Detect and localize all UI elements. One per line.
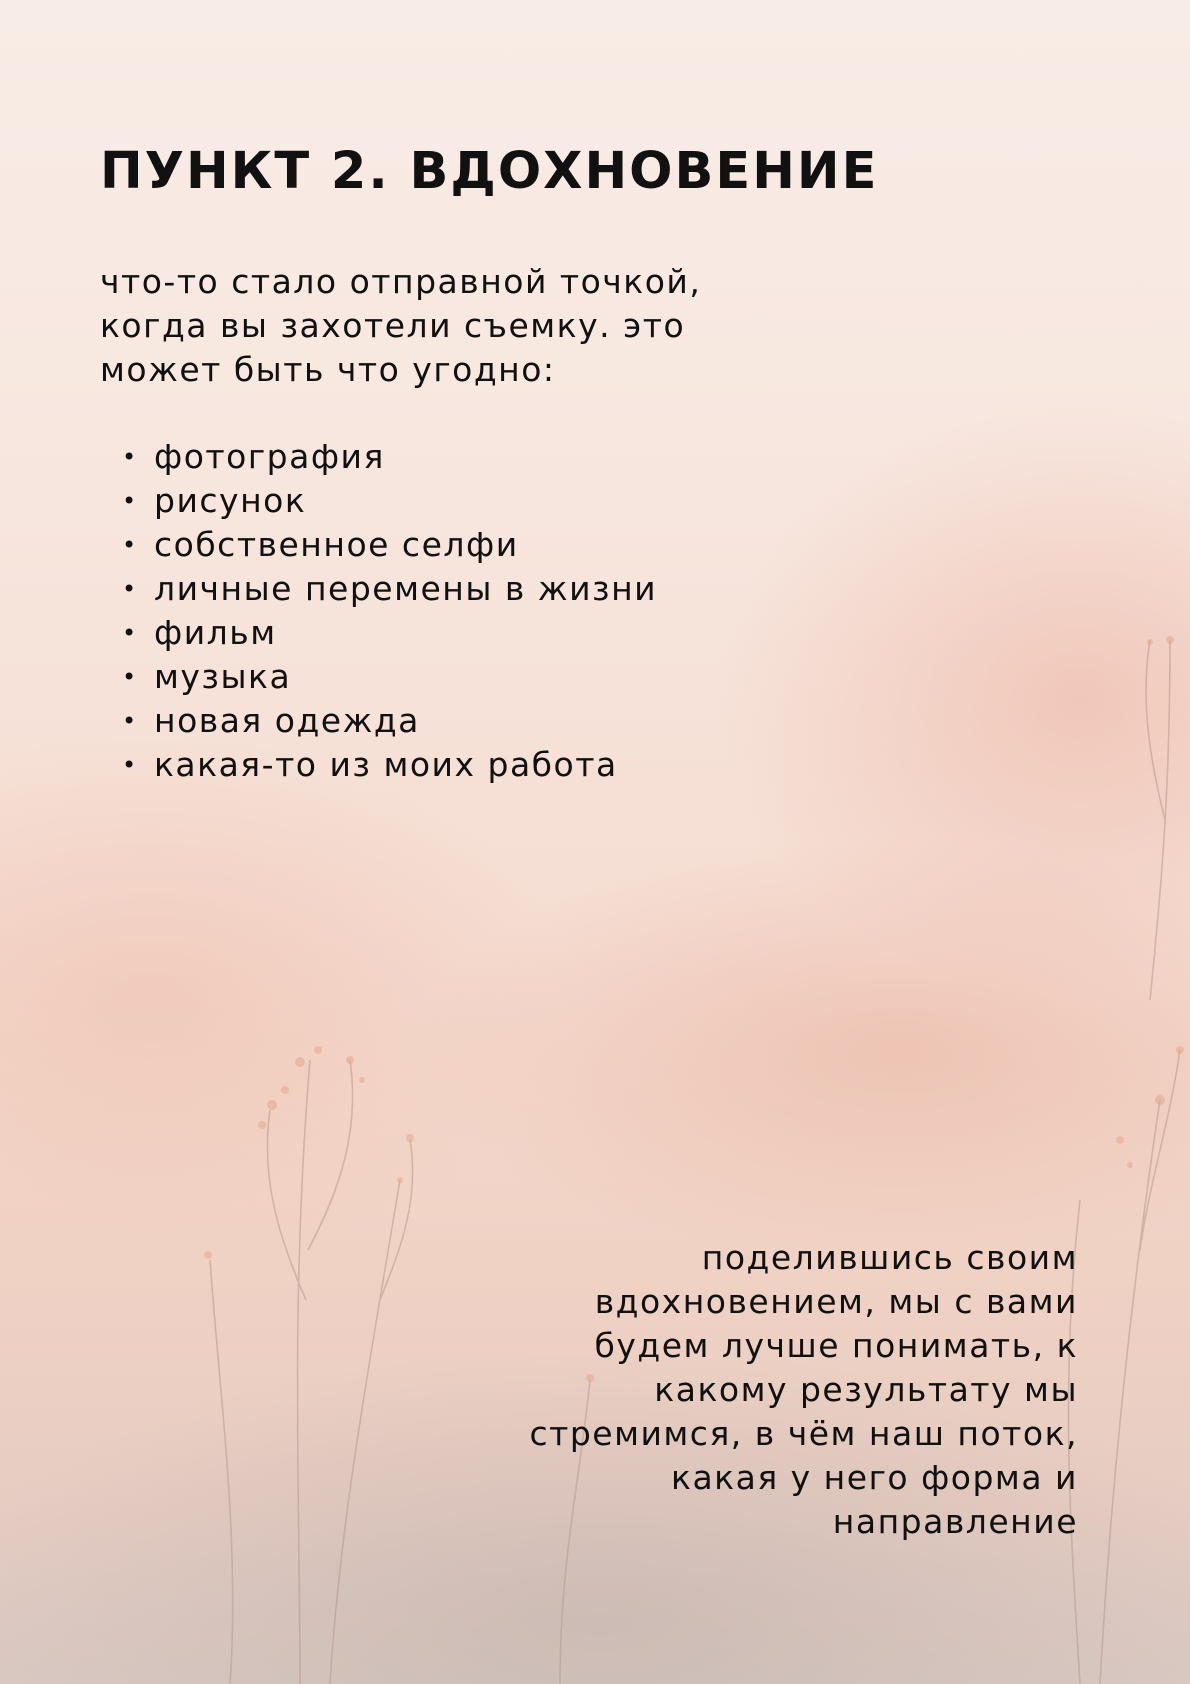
- closing-line: какому результату мы: [654, 1370, 1078, 1409]
- list-item-label: рисунок: [154, 481, 307, 520]
- inspiration-list: [120, 435, 657, 787]
- list-item-label: музыка: [154, 657, 292, 696]
- bullet-icon: •: [122, 663, 138, 691]
- list-item-label: фильм: [154, 613, 277, 652]
- closing-paragraph: [529, 1236, 1078, 1544]
- intro-line: может быть что угодно:: [100, 350, 556, 389]
- bullet-icon: •: [122, 575, 138, 603]
- list-item: [120, 699, 657, 743]
- list-item-label: собственное селфи: [154, 525, 519, 564]
- list-item-label: личные перемены в жизни: [154, 569, 658, 608]
- closing-line: направление: [832, 1502, 1078, 1541]
- intro-paragraph: [100, 260, 820, 392]
- list-item-label: какая-то из моих работа: [154, 745, 618, 784]
- bullet-icon: •: [122, 443, 138, 471]
- closing-line: стремимся, в чём наш поток,: [529, 1414, 1078, 1453]
- intro-line: что-то стало отправной точкой,: [100, 262, 702, 301]
- bullet-icon: •: [122, 487, 138, 515]
- closing-line: какая у него форма и: [671, 1458, 1078, 1497]
- list-item-label: фотография: [154, 437, 385, 476]
- bullet-icon: •: [122, 751, 138, 779]
- intro-line: когда вы захотели съемку. это: [100, 306, 686, 345]
- list-item: [120, 435, 657, 479]
- page-title: ПУНКТ 2. ВДОХНОВЕНИЕ: [100, 142, 879, 201]
- list-item: [120, 655, 657, 699]
- list-item: [120, 743, 657, 787]
- list-item: [120, 567, 657, 611]
- closing-line: вдохновением, мы с вами: [594, 1282, 1078, 1321]
- closing-line: поделившись своим: [701, 1238, 1078, 1277]
- closing-line: будем лучше понимать, к: [594, 1326, 1078, 1365]
- list-item: [120, 479, 657, 523]
- bullet-icon: •: [122, 531, 138, 559]
- bullet-icon: •: [122, 619, 138, 647]
- list-item-label: новая одежда: [154, 701, 420, 740]
- list-item: [120, 611, 657, 655]
- list-item: [120, 523, 657, 567]
- bullet-icon: •: [122, 707, 138, 735]
